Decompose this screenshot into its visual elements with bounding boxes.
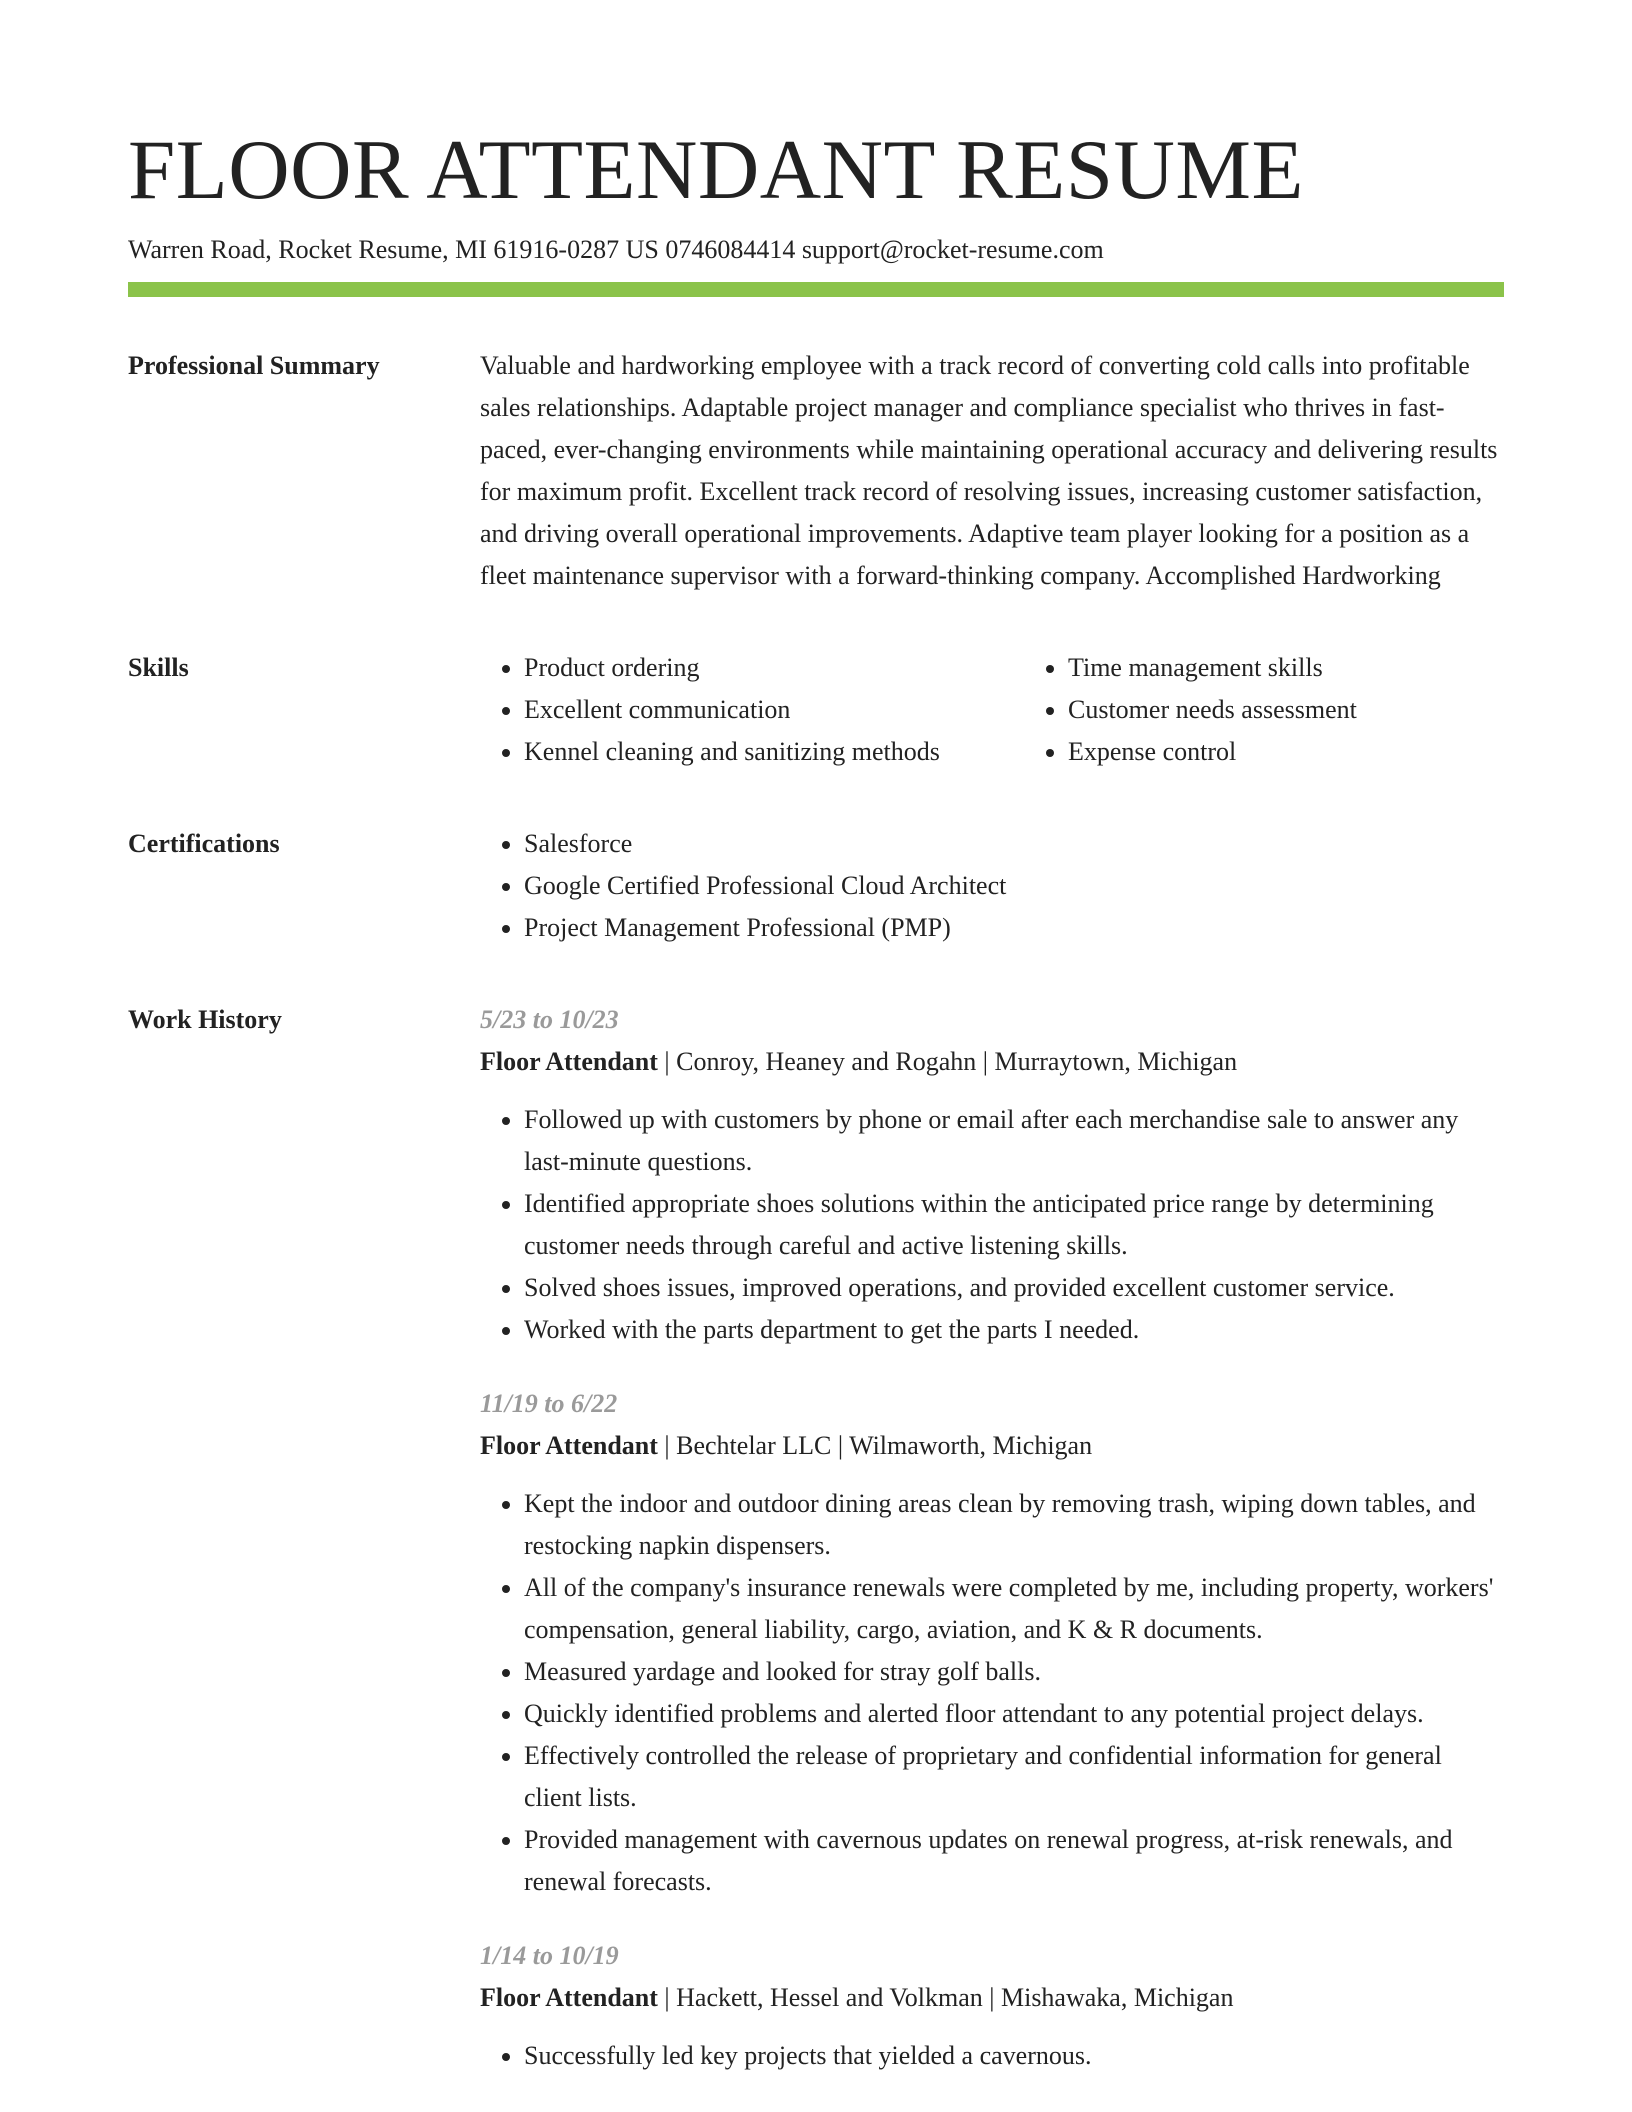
skills-list-right	[1028, 647, 1504, 773]
skills-section	[128, 647, 1504, 773]
job-dates: 11/19 to 6/22	[480, 1389, 618, 1418]
certifications-list	[480, 823, 1504, 949]
job-employer: | Bechtelar LLC | Wilmaworth, Michigan	[657, 1431, 1093, 1460]
job-bullets	[480, 2035, 1504, 2077]
job-dates: 5/23 to 10/23	[480, 1005, 619, 1034]
skill-item: • Excellent communication	[524, 689, 1028, 731]
job-bullet: • Successfully led key projects that yielded a cavernous.	[524, 2035, 1504, 2077]
job-role: Floor Attendant	[480, 1047, 658, 1076]
resume-title: FLOOR ATTENDANT RESUME	[128, 123, 1304, 217]
job-role: Floor Attendant	[480, 1431, 658, 1460]
summary-section	[128, 345, 1504, 597]
job-dates: 1/14 to 10/19	[480, 1941, 619, 1970]
job-bullet: • Quickly identified problems and alerted floor attendant to any potential project delays.	[524, 1693, 1504, 1735]
work-history-label: Work History	[128, 1005, 282, 1034]
job-employer: | Conroy, Heaney and Rogahn | Murraytown, Michigan	[657, 1047, 1238, 1076]
job-bullet: • Identified appropriate shoes solutions within the anticipated price range by determining customer needs through careful and active listening skills.	[524, 1183, 1504, 1267]
skills-list-left	[480, 647, 1028, 773]
certification-item: • Google Certified Professional Cloud Architect	[524, 865, 1504, 907]
job-bullet: • Kept the indoor and outdoor dining areas clean by removing trash, wiping down tables, and restocking napkin dispensers.	[524, 1483, 1504, 1567]
job-role: Floor Attendant	[480, 1983, 658, 2012]
job-bullet: • Solved shoes issues, improved operations, and provided excellent customer service.	[524, 1267, 1504, 1309]
job-heading	[480, 1977, 1504, 2019]
certification-item: • Salesforce	[524, 823, 1504, 865]
resume-page	[128, 120, 1504, 2109]
skills-label: Skills	[128, 653, 189, 682]
job-bullet: • Effectively controlled the release of proprietary and confidential information for general client lists.	[524, 1735, 1504, 1819]
job-bullets	[480, 1483, 1504, 1903]
summary-label: Professional Summary	[128, 351, 380, 380]
contact-line: Warren Road, Rocket Resume, MI 61916-0287 US 0746084414 support@rocket-resume.com	[128, 235, 1104, 264]
skill-item: • Expense control	[1068, 731, 1504, 773]
skill-item: • Time management skills	[1068, 647, 1504, 689]
accent-divider	[128, 282, 1504, 297]
job-bullet: • Measured yardage and looked for stray golf balls.	[524, 1651, 1504, 1693]
certifications-label: Certifications	[128, 829, 280, 858]
skill-item: • Product ordering	[524, 647, 1028, 689]
job-bullet: • Followed up with customers by phone or email after each merchandise sale to answer any last-minute questions.	[524, 1099, 1504, 1183]
certifications-section	[128, 823, 1504, 949]
job-entry	[480, 1935, 1504, 2077]
job-bullet: • All of the company's insurance renewals were completed by me, including property, workers' compensation, general liability, cargo, aviation, and K & R documents.	[524, 1567, 1504, 1651]
job-entry	[480, 1383, 1504, 1903]
job-heading	[480, 1425, 1504, 1467]
skill-item: • Kennel cleaning and sanitizing methods	[524, 731, 1028, 773]
certification-item: • Project Management Professional (PMP)	[524, 907, 1504, 949]
job-bullet: • Provided management with cavernous updates on renewal progress, at-risk renewals, and renewal forecasts.	[524, 1819, 1504, 1903]
job-bullets	[480, 1099, 1504, 1351]
job-employer: | Hackett, Hessel and Volkman | Mishawaka, Michigan	[657, 1983, 1234, 2012]
job-entry	[480, 999, 1504, 1351]
job-heading	[480, 1041, 1504, 1083]
job-bullet: • Worked with the parts department to get the parts I needed.	[524, 1309, 1504, 1351]
summary-text: Valuable and hardworking employee with a track record of converting cold calls into profitable sales relationships. Adaptable project manager and compliance specialist who thrives in fast-paced, ever-changing environments while maintaining operational accuracy and delivering results for maximum profit. Excellent track record of resolving issues, increasing customer satisfaction, and driving overall operational improvements. Adaptive team player looking for a position as a fleet maintenance supervisor with a forward-thinking company. Accomplished Hardworking	[480, 351, 1498, 590]
skill-item: • Customer needs assessment	[1068, 689, 1504, 731]
work-history-section	[128, 999, 1504, 2109]
